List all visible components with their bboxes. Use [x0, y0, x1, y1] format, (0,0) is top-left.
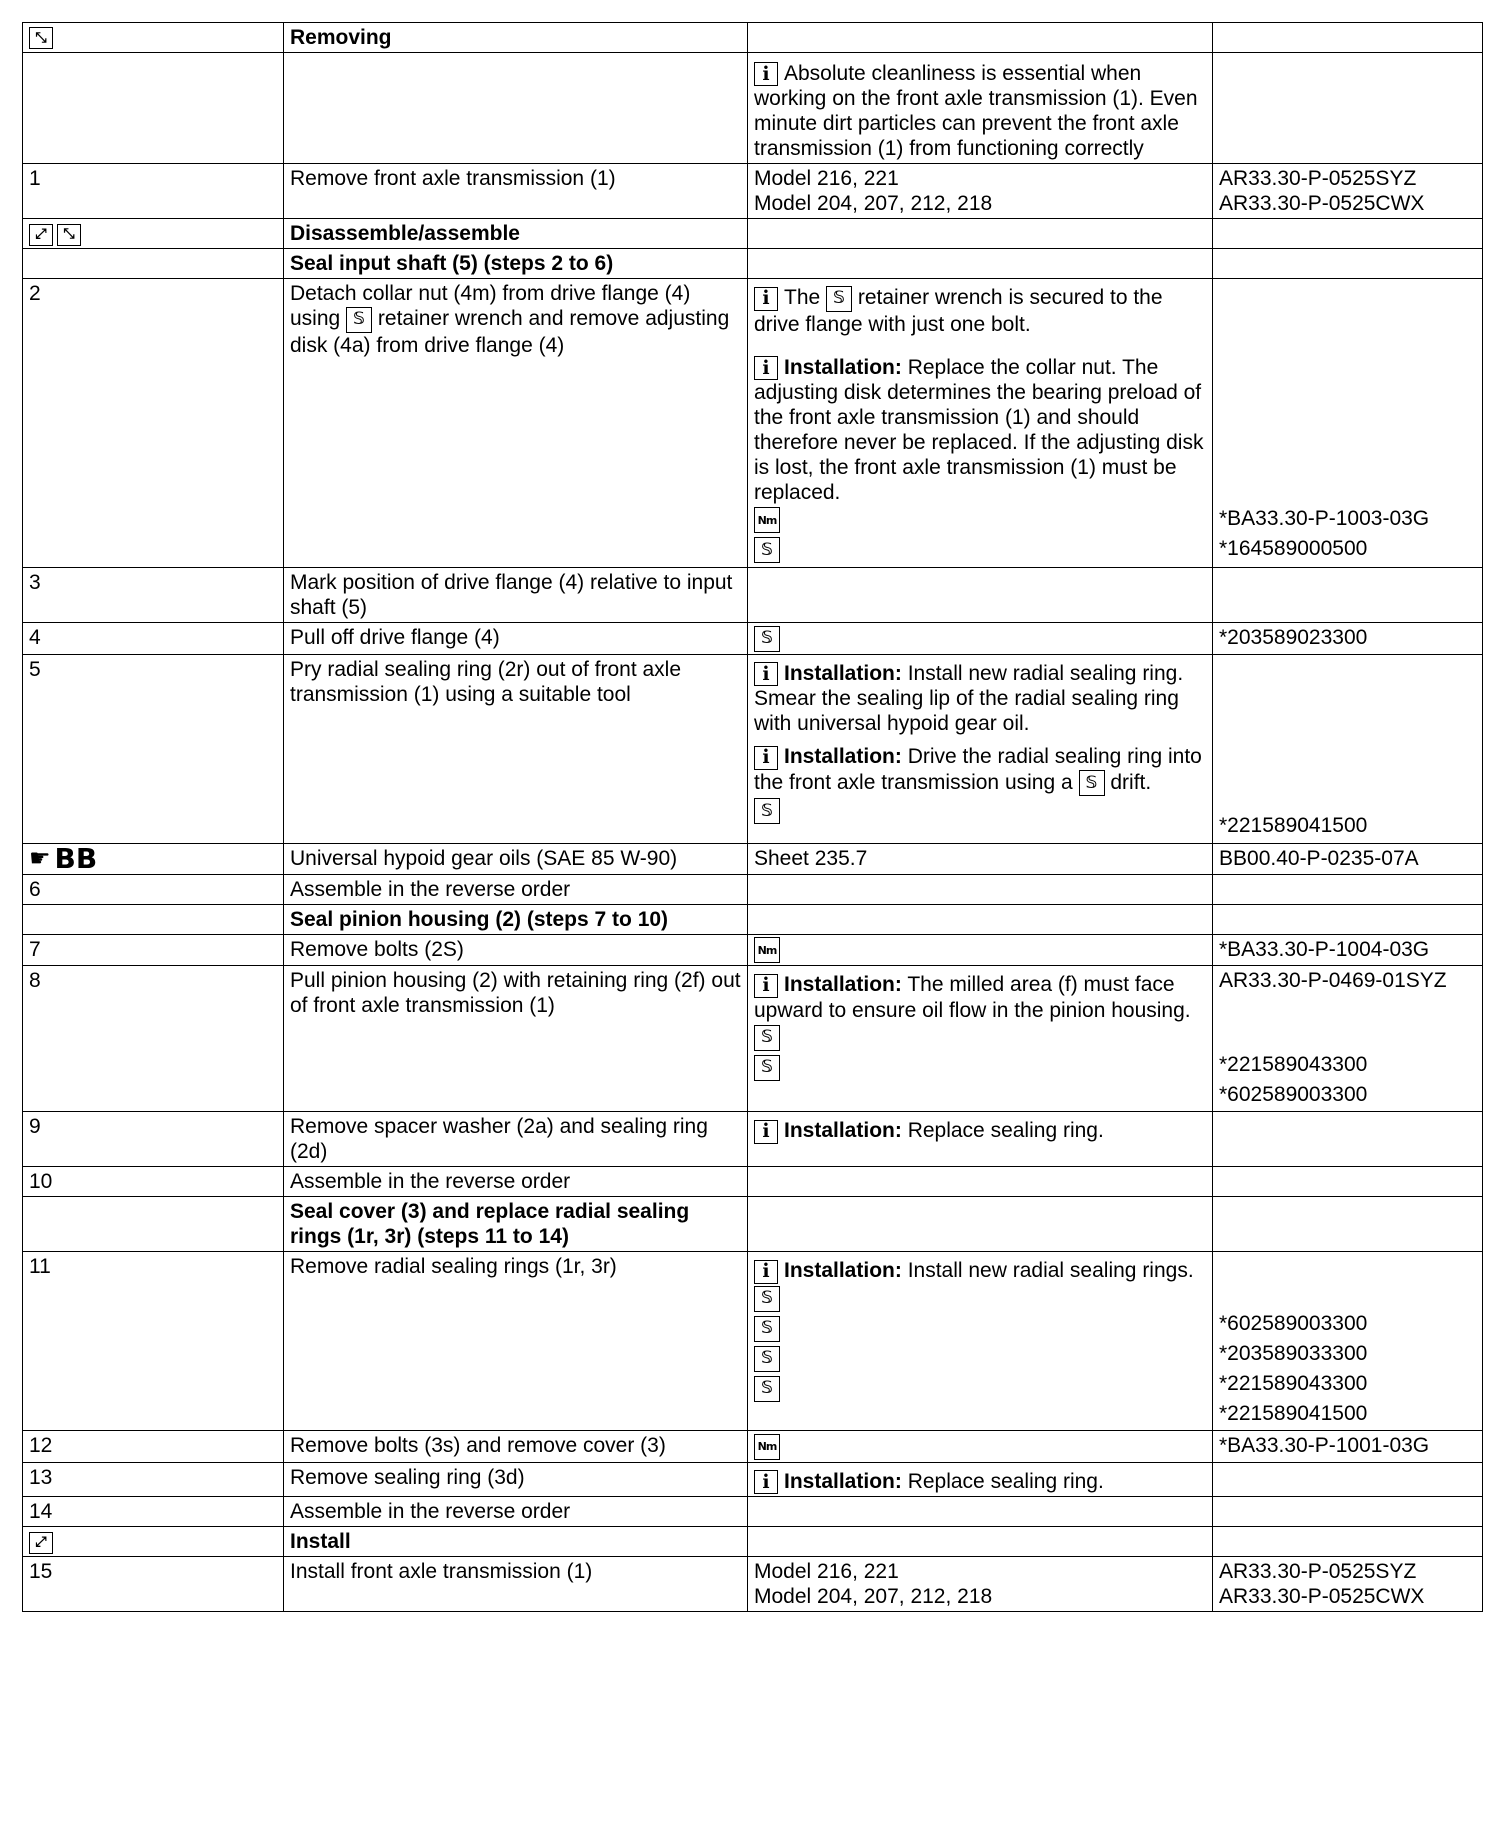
step-number: 12: [23, 1431, 284, 1462]
table-row-bb: [23, 843, 1483, 874]
subsection-title: Seal pinion housing (2) (steps 7 to 10): [284, 904, 748, 934]
step-number: 14: [23, 1497, 284, 1527]
disassemble-arrows-icon: ⤡: [57, 224, 81, 246]
step-text: Remove radial sealing rings (1r, 3r): [284, 1252, 748, 1431]
torque-ref[interactable]: *BA33.30-P-1003-03G: [1219, 506, 1430, 530]
table-row-step-13: [23, 1462, 1483, 1496]
info-icon: i: [754, 1260, 778, 1284]
special-tool-icon[interactable]: 𝕊: [754, 1025, 780, 1051]
table-row-step-4: [23, 623, 1483, 654]
step-number: 4: [23, 623, 284, 654]
cleanliness-note: Absolute cleanliness is essential when working on the front axle transmission (1). Even minute dirt particles can prevent the front axle transmission (1) from functioning correctly: [754, 62, 1198, 161]
fluid-ref[interactable]: BB00.40-P-0235-07A: [1213, 843, 1483, 874]
subsection-row-seal-pinion: [23, 904, 1483, 934]
special-tool-icon[interactable]: 𝕊: [754, 1055, 780, 1081]
step-number: 1: [23, 164, 284, 219]
step-number: 8: [23, 966, 284, 1112]
table-row-step-14: [23, 1497, 1483, 1527]
note-text: The milled area (f) must face upward to ensure oil flow in the pinion housing.: [754, 973, 1191, 1022]
step-text: retainer wrench and remove adjusting disk (4a) from drive flange (4): [290, 307, 730, 357]
torque-ref[interactable]: *BA33.30-P-1004-03G: [1213, 934, 1483, 965]
note-text: Replace sealing ring.: [907, 1469, 1104, 1493]
procedure-table: [22, 22, 1483, 1612]
tool-ref[interactable]: *203589023300: [1213, 623, 1483, 654]
installation-label: Installation:: [784, 1469, 902, 1493]
step-number: 11: [23, 1252, 284, 1431]
model-line: Model 204, 207, 212, 218: [754, 1585, 993, 1609]
tool-ref[interactable]: *221589043300: [1219, 1371, 1368, 1395]
subsection-row-seal-input: [23, 249, 1483, 279]
step-text: Remove bolts (2S): [284, 934, 748, 965]
table-row-step-10: [23, 1167, 1483, 1197]
fluid-sheet: Sheet 235.7: [748, 843, 1213, 874]
step-number: 13: [23, 1462, 284, 1496]
info-icon: i: [754, 662, 778, 686]
info-icon: i: [754, 356, 778, 380]
table-row-step-3: [23, 568, 1483, 623]
section-row-disassemble: [23, 219, 1483, 249]
step-number: 3: [23, 568, 284, 623]
torque-nm-icon[interactable]: Nm: [754, 937, 780, 963]
special-tool-icon[interactable]: 𝕊: [754, 1286, 780, 1312]
table-row-step-1: [23, 164, 1483, 219]
section-title: Disassemble/assemble: [284, 219, 748, 249]
doc-link[interactable]: AR33.30-P-0469-01SYZ: [1219, 969, 1447, 993]
info-icon: i: [754, 746, 778, 770]
fluid-text: Universal hypoid gear oils (SAE 85 W-90): [284, 843, 748, 874]
table-row-step-11: [23, 1252, 1483, 1431]
step-text: Pull pinion housing (2) with retaining ring (2f) out of front axle transmission (1): [284, 966, 748, 1112]
note-text: Replace the collar nut. The adjusting disk determines the bearing preload of the front axle transmission (1) and should therefore never be replaced. If the adjusting disk is lost, the front axle transmission (1) must be replaced.: [754, 355, 1204, 505]
note-text: Replace sealing ring.: [907, 1119, 1104, 1143]
step-text: Remove sealing ring (3d): [284, 1462, 748, 1496]
step-text: Pry radial sealing ring (2r) out of front axle transmission (1) using a suitable tool: [284, 654, 748, 843]
installation-label: Installation:: [784, 1259, 902, 1283]
note-text: The: [784, 286, 821, 310]
torque-nm-icon[interactable]: Nm: [754, 507, 780, 533]
subsection-title: Seal cover (3) and replace radial sealing rings (1r, 3r) (steps 11 to 14): [284, 1197, 748, 1252]
info-icon: i: [754, 287, 778, 311]
note-text: drift.: [1110, 770, 1152, 794]
section-row-install: [23, 1527, 1483, 1557]
table-row-step-15: [23, 1557, 1483, 1612]
step-text: Remove bolts (3s) and remove cover (3): [284, 1431, 748, 1462]
installation-label: Installation:: [784, 1119, 902, 1143]
step-text: Remove front axle transmission (1): [284, 164, 748, 219]
step-text: Mark position of drive flange (4) relative to input shaft (5): [284, 568, 748, 623]
step-text: Assemble in the reverse order: [284, 1167, 748, 1197]
step-number: 10: [23, 1167, 284, 1197]
note-text: retainer wrench is secured to the drive flange with just one bolt.: [754, 286, 1163, 336]
note-row-cleanliness: [23, 53, 1483, 164]
tool-ref[interactable]: *221589041500: [1219, 1401, 1368, 1425]
note-text: Install new radial sealing rings.: [907, 1259, 1194, 1283]
section-row-removing: [23, 23, 1483, 53]
doc-link[interactable]: AR33.30-P-0525CWX: [1219, 192, 1425, 216]
table-row-step-6: [23, 874, 1483, 904]
table-row-step-5: [23, 654, 1483, 843]
special-tool-icon[interactable]: 𝕊: [754, 798, 780, 824]
tool-ref[interactable]: *221589043300: [1219, 1052, 1368, 1076]
operating-fluid-hand-icon: ☛ BB: [29, 841, 98, 875]
special-tool-icon[interactable]: 𝕊: [754, 537, 780, 563]
model-line: Model 204, 207, 212, 218: [754, 192, 993, 216]
special-tool-icon[interactable]: 𝕊: [754, 1346, 780, 1372]
section-title: Install: [284, 1527, 748, 1557]
section-title: Removing: [284, 23, 748, 53]
doc-link[interactable]: AR33.30-P-0525CWX: [1219, 1585, 1425, 1609]
tool-ref[interactable]: *602589003300: [1219, 1082, 1368, 1106]
table-row-step-8: [23, 966, 1483, 1112]
note-text: Drive the radial sealing ring into the front axle transmission using a: [754, 745, 1202, 794]
special-tool-icon[interactable]: 𝕊: [754, 1316, 780, 1342]
doc-link[interactable]: AR33.30-P-0525SYZ: [1219, 1560, 1417, 1584]
special-tool-icon[interactable]: 𝕊: [1079, 770, 1105, 796]
installation-label: Installation:: [784, 661, 902, 685]
tool-ref[interactable]: *164589000500: [1219, 536, 1368, 560]
special-tool-icon[interactable]: 𝕊: [754, 626, 780, 652]
special-tool-icon[interactable]: 𝕊: [826, 286, 852, 312]
torque-nm-icon[interactable]: Nm: [754, 1434, 780, 1460]
table-row-step-7: [23, 934, 1483, 965]
step-text: Assemble in the reverse order: [284, 874, 748, 904]
installation-label: Installation:: [784, 973, 902, 997]
step-text: Pull off drive flange (4): [284, 623, 748, 654]
info-icon: i: [754, 62, 778, 86]
step-number: 2: [23, 279, 284, 568]
info-icon: i: [754, 974, 778, 998]
info-icon: i: [754, 1120, 778, 1144]
step-number: 9: [23, 1112, 284, 1167]
model-line: Model 216, 221: [754, 1560, 899, 1584]
installation-label: Installation:: [784, 355, 902, 379]
install-arrows-icon: ⤢: [29, 1532, 53, 1554]
disassemble-arrows-icon: ⤢: [29, 224, 53, 246]
step-number: 5: [23, 654, 284, 843]
remove-arrows-icon: ⤡: [29, 27, 53, 49]
table-row-step-9: [23, 1112, 1483, 1167]
torque-ref[interactable]: *BA33.30-P-1001-03G: [1213, 1431, 1483, 1462]
tool-ref[interactable]: *203589033300: [1219, 1341, 1368, 1365]
step-text: Assemble in the reverse order: [284, 1497, 748, 1527]
special-tool-icon[interactable]: 𝕊: [754, 1376, 780, 1402]
info-icon: i: [754, 1470, 778, 1494]
special-tool-icon[interactable]: 𝕊: [346, 307, 372, 333]
step-text: Detach collar nut (4m) from drive flange (4) using: [290, 282, 691, 331]
table-row-step-12: [23, 1431, 1483, 1462]
step-number: 15: [23, 1557, 284, 1612]
doc-link[interactable]: AR33.30-P-0525SYZ: [1219, 167, 1417, 191]
installation-label: Installation:: [784, 745, 902, 769]
subsection-title: Seal input shaft (5) (steps 2 to 6): [284, 249, 748, 279]
step-text: Remove spacer washer (2a) and sealing ring (2d): [284, 1112, 748, 1167]
step-number: 6: [23, 874, 284, 904]
model-line: Model 216, 221: [754, 167, 899, 191]
tool-ref[interactable]: *602589003300: [1219, 1311, 1368, 1335]
tool-ref[interactable]: *221589041500: [1219, 814, 1368, 838]
step-number: 7: [23, 934, 284, 965]
table-row-step-2: [23, 279, 1483, 568]
step-text: Install front axle transmission (1): [284, 1557, 748, 1612]
note-text: Install new radial sealing ring. Smear the sealing lip of the radial sealing ring with universal hypoid gear oil.: [754, 661, 1184, 736]
subsection-row-seal-cover: [23, 1197, 1483, 1252]
